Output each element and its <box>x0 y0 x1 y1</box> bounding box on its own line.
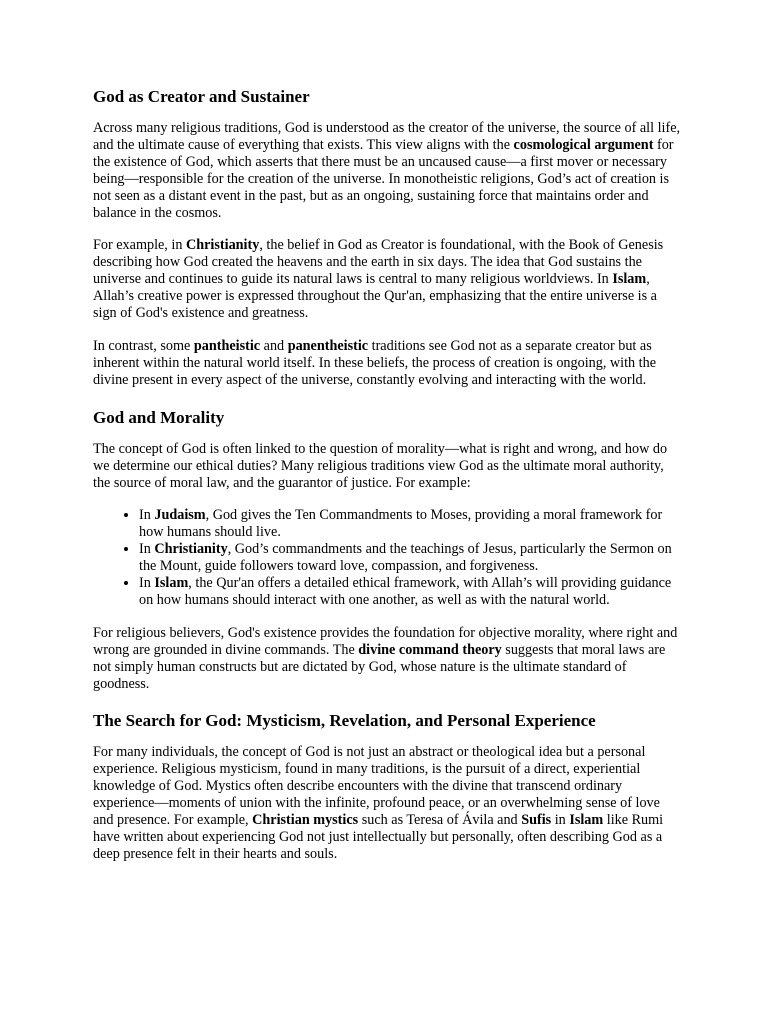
bullet-list <box>93 507 683 608</box>
bold-term: Christianity <box>186 237 260 254</box>
document-content <box>93 84 683 863</box>
bold-term: Islam <box>154 575 189 592</box>
section-heading-search: The Search for God: Mysticism, Revelation, and Personal Experience <box>93 711 596 731</box>
bold-term: cosmological argument <box>513 136 654 153</box>
paragraph: In contrast, some pantheistic and panentheistic traditions see God not as a separate creator but as inherent within the natural world itself. In these beliefs, the process of creation is ongoing, with the divine present in every aspect of the universe, constantly evolving and interacting with the world. <box>93 337 657 388</box>
bold-term: Christianity <box>154 541 228 558</box>
bold-term: divine command theory <box>358 641 502 658</box>
list-item: • In Islam, the Qur'an offers a detailed ethical framework, with Allah’s will providing guidance on how humans should interact with one another, as well as with the natural world. <box>139 575 683 609</box>
bold-term: panentheistic <box>287 337 369 354</box>
bold-term: Judaism <box>154 507 206 524</box>
section-heading-creator: God as Creator and Sustainer <box>93 87 310 106</box>
list-item: • In Christianity, God’s commandments and the teachings of Jesus, particularly the Sermon on the Mount, guide followers toward love, compassion, and forgiveness. <box>139 541 683 575</box>
bold-term: Islam <box>612 271 647 288</box>
paragraph: For many individuals, the concept of God is not just an abstract or theological idea but a personal experience. Religious mysticism, found in many traditions, is the pursuit of a direct, experiential knowledge of God. Mystics often describe encounters with the divine that transcend ordinary experience—moments of union with the infinite, profound peace, or an overwhelming sense of love and presence. For example, Christian mystics such as Teresa of Ávila and Sufis in Islam like Rumi have written about experiencing God not just intellectually but personally, often describing God as a deep presence felt in their hearts and souls. <box>93 744 664 862</box>
paragraph: The concept of God is often linked to the question of morality—what is right and wrong, and how do we determine our ethical duties? Many religious traditions view God as the ultimate moral authority, the source of moral law, and the guarantor of justice. For example: <box>93 440 668 491</box>
list-item: • In Judaism, God gives the Ten Commandments to Moses, providing a moral framework for how humans should live. <box>139 507 683 541</box>
bold-term: Islam <box>569 812 604 829</box>
paragraph: Across many religious traditions, God is understood as the creator of the universe, the source of all life, and the ultimate cause of everything that exists. This view aligns with the cosmological argument for the existence of God, which asserts that there must be an uncaused cause—a first mover or necessary being—responsible for the creation of the universe. In monotheistic religions, God’s act of creation is not seen as a distant event in the past, but as an ongoing, sustaining force that maintains order and balance in the cosmos. <box>93 120 681 221</box>
paragraph: For example, in Christianity, the belief in God as Creator is foundational, with the Book of Genesis describing how God created the heavens and the earth in six days. The idea that God sustains the universe and continues to guide its natural laws is central to many religious worldviews. In Islam, Allah’s creative power is expressed throughout the Qur'an, emphasizing that the entire universe is a sign of God's existence and greatness. <box>93 237 664 322</box>
bold-term: Sufis <box>521 812 552 829</box>
bold-term: Christian mystics <box>252 812 359 829</box>
paragraph: For religious believers, God's existence provides the foundation for objective morality, where right and wrong are grounded in divine commands. The divine command theory suggests that moral laws are not simply human constructs but are dictated by God, whose nature is the ultimate standard of goodness. <box>93 624 678 692</box>
bold-term: pantheistic <box>193 337 261 354</box>
section-heading-morality: God and Morality <box>93 407 225 427</box>
